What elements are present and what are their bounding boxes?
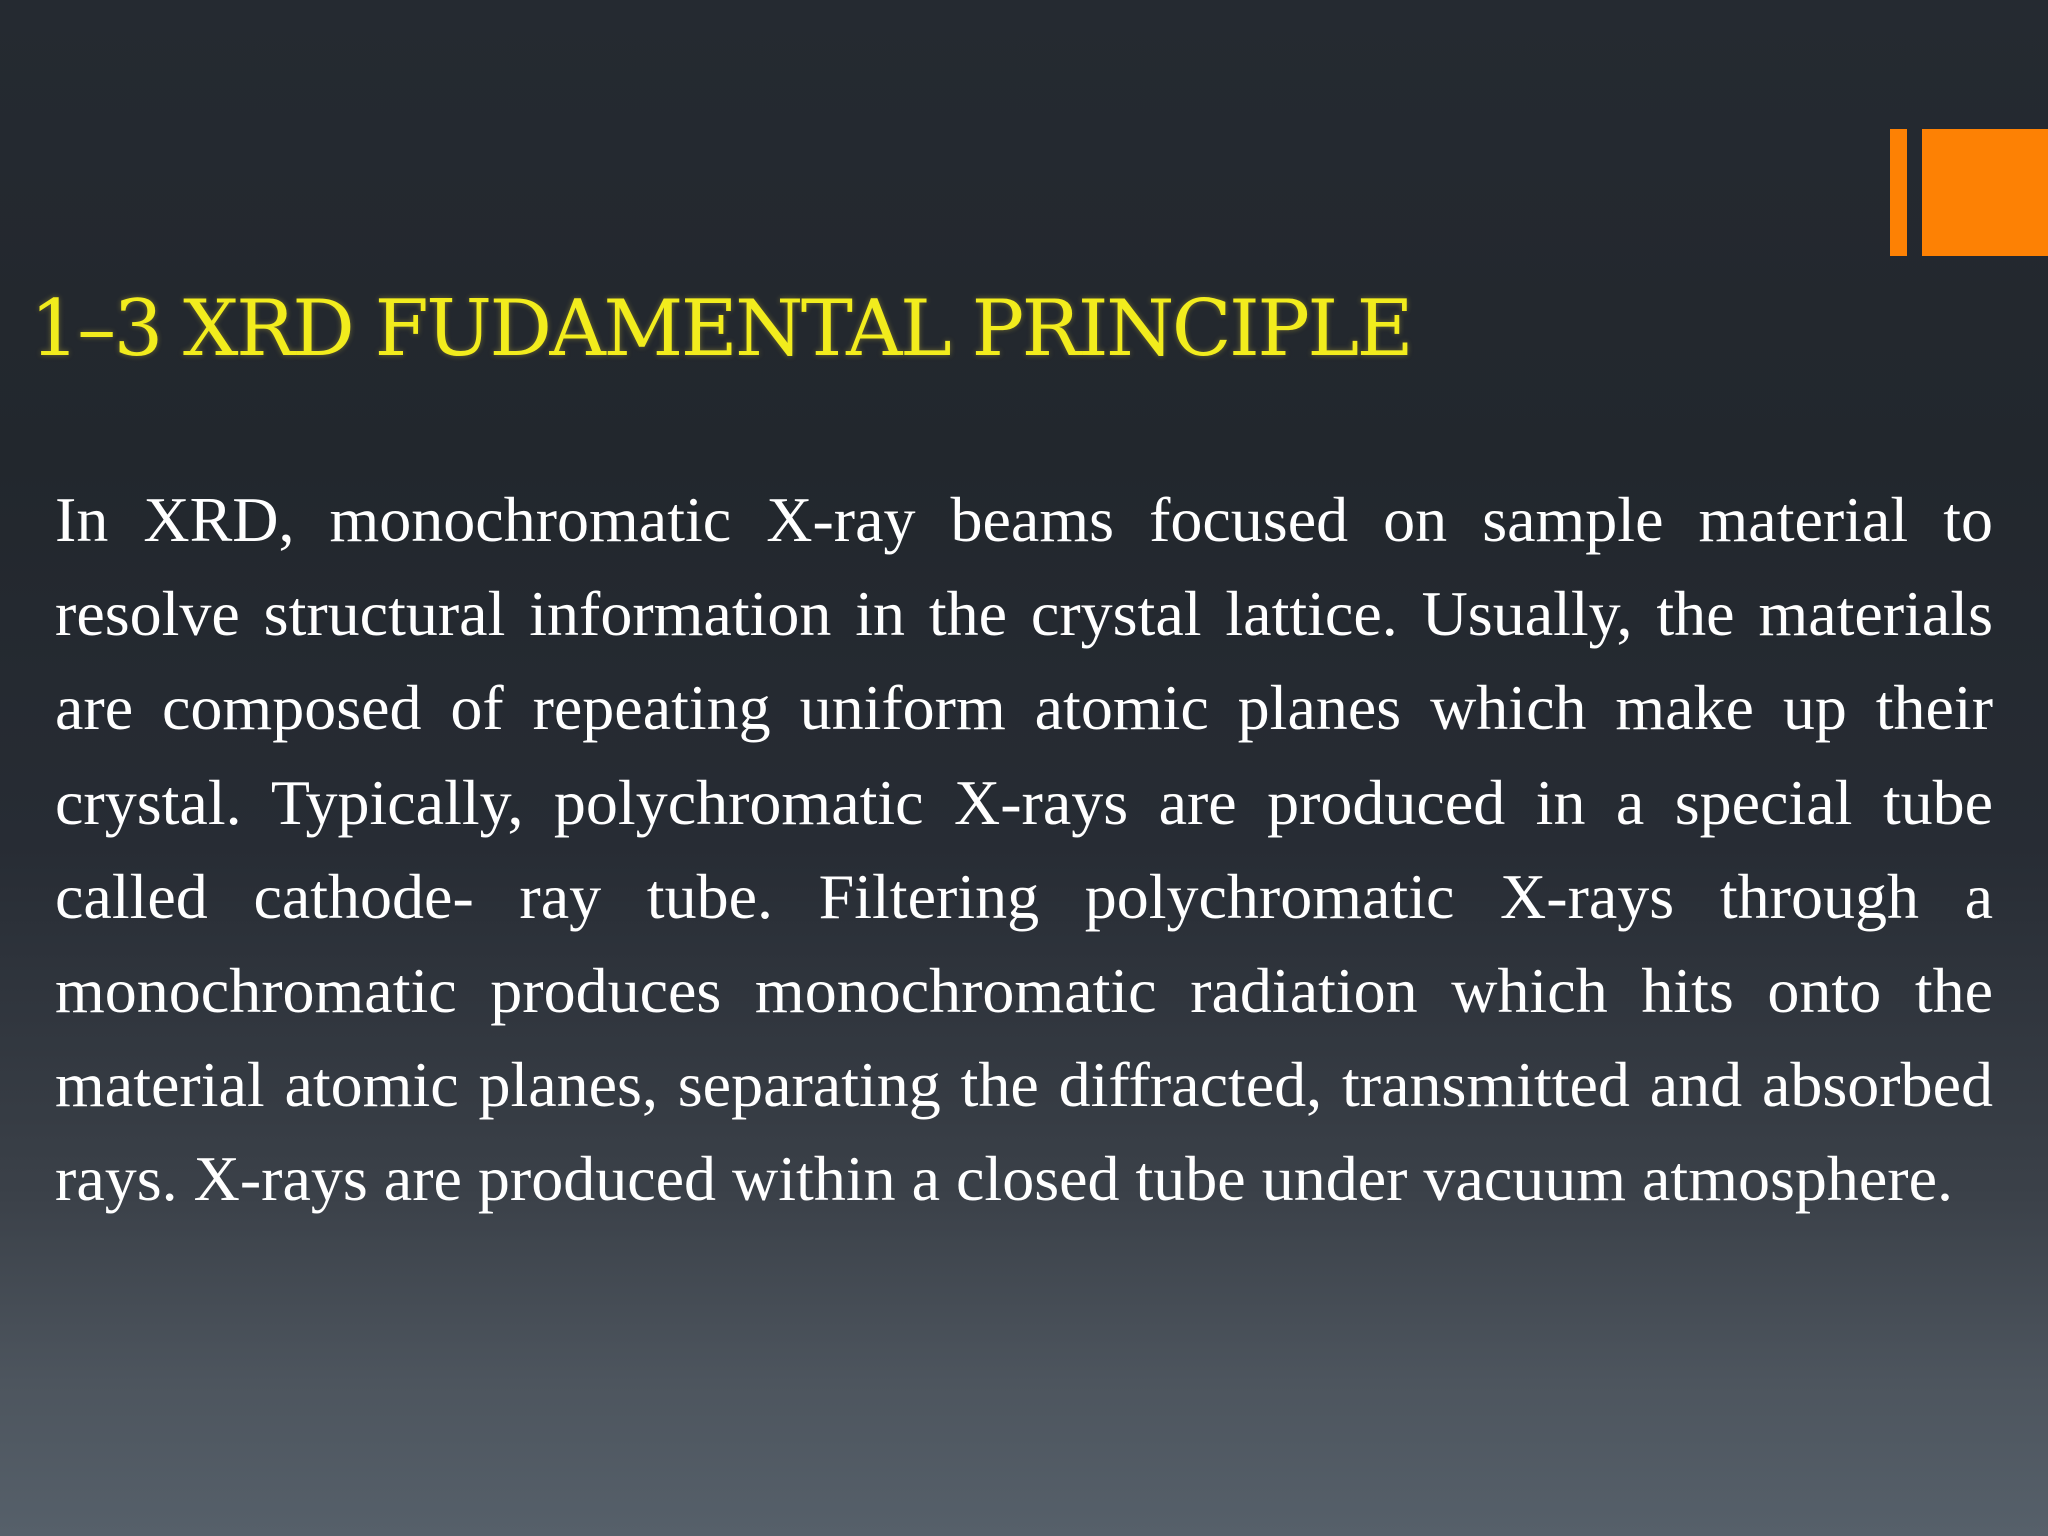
accent-bar-block	[1922, 129, 2048, 256]
slide-body-text: In XRD, monochromatic X-ray beams focused on sample material to resolve structural information in the crystal lattice. Usually, the materials are composed of repeating uniform atomic planes which make up their crystal. Typically, polychromatic X-rays are produced in a special tube called cathode- ray tube. Filtering polychromatic X-rays through a monochromatic produces monochromatic radiation which hits onto the material atomic planes, separating the diffracted, transmitted and absorbed rays. X-rays are produced within a closed tube under vacuum atmosphere.	[55, 484, 1993, 1215]
accent-bar-thin	[1890, 129, 1907, 256]
slide-title: 1–3 XRD FUDAMENTAL PRINCIPLE	[30, 284, 1412, 374]
